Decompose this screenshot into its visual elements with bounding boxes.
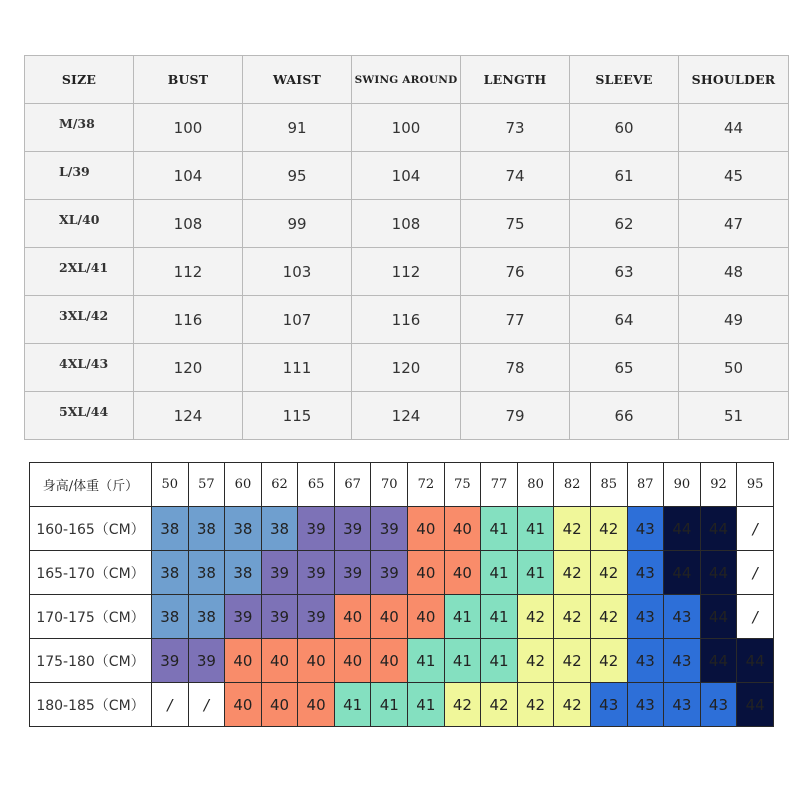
recommended-size-cell: 39 bbox=[371, 507, 408, 551]
measurement-cell: 64 bbox=[570, 296, 679, 344]
recommended-size-cell: 43 bbox=[664, 639, 701, 683]
recommended-size-cell: 40 bbox=[334, 595, 371, 639]
recommended-size-cell: 40 bbox=[408, 595, 445, 639]
size-chart-table bbox=[24, 55, 789, 440]
recommended-size-cell: 40 bbox=[298, 639, 335, 683]
measurement-cell: 60 bbox=[570, 104, 679, 152]
weight-header-cell: 82 bbox=[554, 463, 591, 507]
measurement-cell: 104 bbox=[352, 152, 461, 200]
recommended-size-cell: 42 bbox=[517, 595, 554, 639]
height-range-label: 160-165（CM） bbox=[30, 507, 152, 551]
recommended-size-cell: 40 bbox=[444, 551, 481, 595]
recommended-size-cell: 38 bbox=[225, 507, 262, 551]
recommended-size-cell: 42 bbox=[590, 639, 627, 683]
recommended-size-cell: 38 bbox=[152, 551, 189, 595]
weight-header-cell: 87 bbox=[627, 463, 664, 507]
size-chart-row bbox=[25, 152, 789, 200]
measurement-cell: 111 bbox=[243, 344, 352, 392]
size-label-cell bbox=[25, 104, 134, 152]
recommended-size-cell: 42 bbox=[444, 683, 481, 727]
recommended-size-cell: 40 bbox=[408, 551, 445, 595]
recommended-size-cell: 40 bbox=[334, 639, 371, 683]
measurement-cell: 108 bbox=[352, 200, 461, 248]
measurement-cell: 112 bbox=[352, 248, 461, 296]
size-label-cell bbox=[25, 392, 134, 440]
measurement-cell: 78 bbox=[461, 344, 570, 392]
weight-header-cell: 70 bbox=[371, 463, 408, 507]
fit-chart-row bbox=[30, 551, 774, 595]
recommended-size-cell: 42 bbox=[554, 683, 591, 727]
measurement-cell: 74 bbox=[461, 152, 570, 200]
recommended-size-cell: 39 bbox=[188, 639, 225, 683]
recommended-size-cell: 44 bbox=[664, 551, 701, 595]
weight-header-cell: 90 bbox=[664, 463, 701, 507]
measurement-cell: 116 bbox=[352, 296, 461, 344]
measurement-cell: 48 bbox=[679, 248, 789, 296]
size-chart-row bbox=[25, 104, 789, 152]
weight-header-cell: 67 bbox=[334, 463, 371, 507]
weight-header-cell: 57 bbox=[188, 463, 225, 507]
recommended-size-cell: 43 bbox=[664, 595, 701, 639]
recommended-size-cell: 39 bbox=[298, 551, 335, 595]
recommended-size-cell: 44 bbox=[700, 639, 737, 683]
measurement-cell: 79 bbox=[461, 392, 570, 440]
recommended-size-cell: 43 bbox=[627, 551, 664, 595]
measurement-cell: 100 bbox=[134, 104, 243, 152]
recommended-size-cell: 39 bbox=[261, 595, 298, 639]
weight-header-cell: 80 bbox=[517, 463, 554, 507]
size-label: 3XL/42 bbox=[59, 308, 109, 323]
size-not-available-cell: / bbox=[152, 683, 189, 727]
size-not-available-cell: / bbox=[188, 683, 225, 727]
recommended-size-cell: 43 bbox=[700, 683, 737, 727]
size-chart-row bbox=[25, 392, 789, 440]
size-label: 5XL/44 bbox=[59, 404, 109, 419]
recommended-size-cell: 42 bbox=[554, 551, 591, 595]
recommended-size-cell: 44 bbox=[737, 639, 774, 683]
size-chart-row bbox=[25, 344, 789, 392]
recommended-size-cell: 40 bbox=[298, 683, 335, 727]
measurement-cell: 124 bbox=[352, 392, 461, 440]
recommended-size-cell: 42 bbox=[554, 595, 591, 639]
weight-header-cell: 50 bbox=[152, 463, 189, 507]
recommended-size-cell: 41 bbox=[517, 507, 554, 551]
size-label-cell bbox=[25, 296, 134, 344]
measurement-cell: 77 bbox=[461, 296, 570, 344]
measurement-cell: 91 bbox=[243, 104, 352, 152]
measurement-cell: 47 bbox=[679, 200, 789, 248]
recommended-size-cell: 39 bbox=[298, 507, 335, 551]
measurement-cell: 112 bbox=[134, 248, 243, 296]
recommended-size-cell: 43 bbox=[664, 683, 701, 727]
recommended-size-cell: 44 bbox=[737, 683, 774, 727]
weight-header-cell: 60 bbox=[225, 463, 262, 507]
size-label: 4XL/43 bbox=[59, 356, 109, 371]
recommended-size-cell: 38 bbox=[261, 507, 298, 551]
recommended-size-cell: 41 bbox=[408, 683, 445, 727]
size-chart-header-cell: BUST bbox=[134, 56, 243, 104]
measurement-cell: 63 bbox=[570, 248, 679, 296]
recommended-size-cell: 38 bbox=[152, 595, 189, 639]
measurement-cell: 108 bbox=[134, 200, 243, 248]
fit-chart-row bbox=[30, 683, 774, 727]
weight-header-cell: 92 bbox=[700, 463, 737, 507]
height-range-label: 170-175（CM） bbox=[30, 595, 152, 639]
recommended-size-cell: 42 bbox=[517, 639, 554, 683]
recommended-size-cell: 40 bbox=[444, 507, 481, 551]
size-chart-header-cell: SHOULDER bbox=[679, 56, 789, 104]
recommended-size-cell: 38 bbox=[152, 507, 189, 551]
recommended-size-cell: 40 bbox=[225, 683, 262, 727]
measurement-cell: 44 bbox=[679, 104, 789, 152]
fit-chart-row bbox=[30, 595, 774, 639]
recommended-size-cell: 41 bbox=[481, 507, 518, 551]
recommended-size-cell: 41 bbox=[408, 639, 445, 683]
weight-header-cell: 75 bbox=[444, 463, 481, 507]
measurement-cell: 62 bbox=[570, 200, 679, 248]
measurement-cell: 73 bbox=[461, 104, 570, 152]
measurement-cell: 120 bbox=[352, 344, 461, 392]
recommended-size-cell: 43 bbox=[627, 639, 664, 683]
measurement-cell: 103 bbox=[243, 248, 352, 296]
recommended-size-cell: 40 bbox=[261, 683, 298, 727]
measurement-cell: 66 bbox=[570, 392, 679, 440]
recommended-size-cell: 39 bbox=[225, 595, 262, 639]
measurement-cell: 50 bbox=[679, 344, 789, 392]
recommended-size-cell: 43 bbox=[627, 595, 664, 639]
recommended-size-cell: 44 bbox=[700, 507, 737, 551]
measurement-cell: 75 bbox=[461, 200, 570, 248]
recommended-size-cell: 38 bbox=[225, 551, 262, 595]
weight-header-cell: 65 bbox=[298, 463, 335, 507]
recommended-size-cell: 41 bbox=[334, 683, 371, 727]
size-chart-row bbox=[25, 200, 789, 248]
measurement-cell: 124 bbox=[134, 392, 243, 440]
size-label-cell bbox=[25, 200, 134, 248]
measurement-cell: 51 bbox=[679, 392, 789, 440]
height-weight-fit-table bbox=[29, 462, 774, 727]
recommended-size-cell: 39 bbox=[334, 507, 371, 551]
size-not-available-cell: / bbox=[737, 595, 774, 639]
size-label-cell bbox=[25, 344, 134, 392]
weight-header-cell: 77 bbox=[481, 463, 518, 507]
recommended-size-cell: 42 bbox=[590, 595, 627, 639]
measurement-cell: 115 bbox=[243, 392, 352, 440]
height-range-label: 180-185（CM） bbox=[30, 683, 152, 727]
height-range-label: 175-180（CM） bbox=[30, 639, 152, 683]
size-chart-header-row bbox=[25, 56, 789, 104]
measurement-cell: 95 bbox=[243, 152, 352, 200]
measurement-cell: 49 bbox=[679, 296, 789, 344]
recommended-size-cell: 41 bbox=[444, 595, 481, 639]
measurement-cell: 45 bbox=[679, 152, 789, 200]
recommended-size-cell: 40 bbox=[371, 639, 408, 683]
weight-header-cell: 62 bbox=[261, 463, 298, 507]
measurement-cell: 116 bbox=[134, 296, 243, 344]
measurement-cell: 120 bbox=[134, 344, 243, 392]
recommended-size-cell: 41 bbox=[481, 551, 518, 595]
measurement-cell: 99 bbox=[243, 200, 352, 248]
recommended-size-cell: 43 bbox=[627, 683, 664, 727]
size-label-cell bbox=[25, 152, 134, 200]
recommended-size-cell: 39 bbox=[298, 595, 335, 639]
recommended-size-cell: 41 bbox=[481, 639, 518, 683]
fit-chart-row bbox=[30, 639, 774, 683]
height-weight-corner-label: 身高/体重（斤） bbox=[30, 463, 152, 507]
size-label: XL/40 bbox=[59, 212, 100, 227]
size-chart-header-cell: LENGTH bbox=[461, 56, 570, 104]
size-label: M/38 bbox=[59, 116, 95, 131]
recommended-size-cell: 41 bbox=[481, 595, 518, 639]
recommended-size-cell: 38 bbox=[188, 507, 225, 551]
recommended-size-cell: 42 bbox=[481, 683, 518, 727]
recommended-size-cell: 44 bbox=[664, 507, 701, 551]
size-chart-header-cell: WAIST bbox=[243, 56, 352, 104]
weight-header-cell: 95 bbox=[737, 463, 774, 507]
measurement-cell: 100 bbox=[352, 104, 461, 152]
measurement-cell: 65 bbox=[570, 344, 679, 392]
recommended-size-cell: 40 bbox=[261, 639, 298, 683]
size-label: L/39 bbox=[59, 164, 90, 179]
size-chart-row bbox=[25, 248, 789, 296]
size-not-available-cell: / bbox=[737, 507, 774, 551]
recommended-size-cell: 40 bbox=[371, 595, 408, 639]
recommended-size-cell: 42 bbox=[554, 507, 591, 551]
measurement-cell: 104 bbox=[134, 152, 243, 200]
recommended-size-cell: 42 bbox=[517, 683, 554, 727]
recommended-size-cell: 42 bbox=[590, 551, 627, 595]
weight-header-cell: 72 bbox=[408, 463, 445, 507]
recommended-size-cell: 38 bbox=[188, 595, 225, 639]
size-chart-body bbox=[25, 56, 789, 440]
recommended-size-cell: 40 bbox=[225, 639, 262, 683]
weight-header-cell: 85 bbox=[590, 463, 627, 507]
recommended-size-cell: 40 bbox=[408, 507, 445, 551]
recommended-size-cell: 44 bbox=[700, 595, 737, 639]
height-weight-fit-body bbox=[30, 463, 774, 727]
recommended-size-cell: 41 bbox=[517, 551, 554, 595]
size-chart-header-cell: SIZE bbox=[25, 56, 134, 104]
recommended-size-cell: 39 bbox=[371, 551, 408, 595]
recommended-size-cell: 41 bbox=[444, 639, 481, 683]
recommended-size-cell: 39 bbox=[261, 551, 298, 595]
size-not-available-cell: / bbox=[737, 551, 774, 595]
recommended-size-cell: 39 bbox=[152, 639, 189, 683]
recommended-size-cell: 43 bbox=[590, 683, 627, 727]
size-chart-row bbox=[25, 296, 789, 344]
recommended-size-cell: 41 bbox=[371, 683, 408, 727]
recommended-size-cell: 38 bbox=[188, 551, 225, 595]
recommended-size-cell: 42 bbox=[554, 639, 591, 683]
fit-chart-row bbox=[30, 507, 774, 551]
size-label: 2XL/41 bbox=[59, 260, 109, 275]
measurement-cell: 107 bbox=[243, 296, 352, 344]
recommended-size-cell: 43 bbox=[627, 507, 664, 551]
fit-chart-header-row bbox=[30, 463, 774, 507]
height-range-label: 165-170（CM） bbox=[30, 551, 152, 595]
recommended-size-cell: 42 bbox=[590, 507, 627, 551]
size-chart-header-cell: SWING AROUND bbox=[352, 56, 461, 104]
recommended-size-cell: 39 bbox=[334, 551, 371, 595]
measurement-cell: 76 bbox=[461, 248, 570, 296]
measurement-cell: 61 bbox=[570, 152, 679, 200]
size-label-cell bbox=[25, 248, 134, 296]
recommended-size-cell: 44 bbox=[700, 551, 737, 595]
size-chart-header-cell: SLEEVE bbox=[570, 56, 679, 104]
